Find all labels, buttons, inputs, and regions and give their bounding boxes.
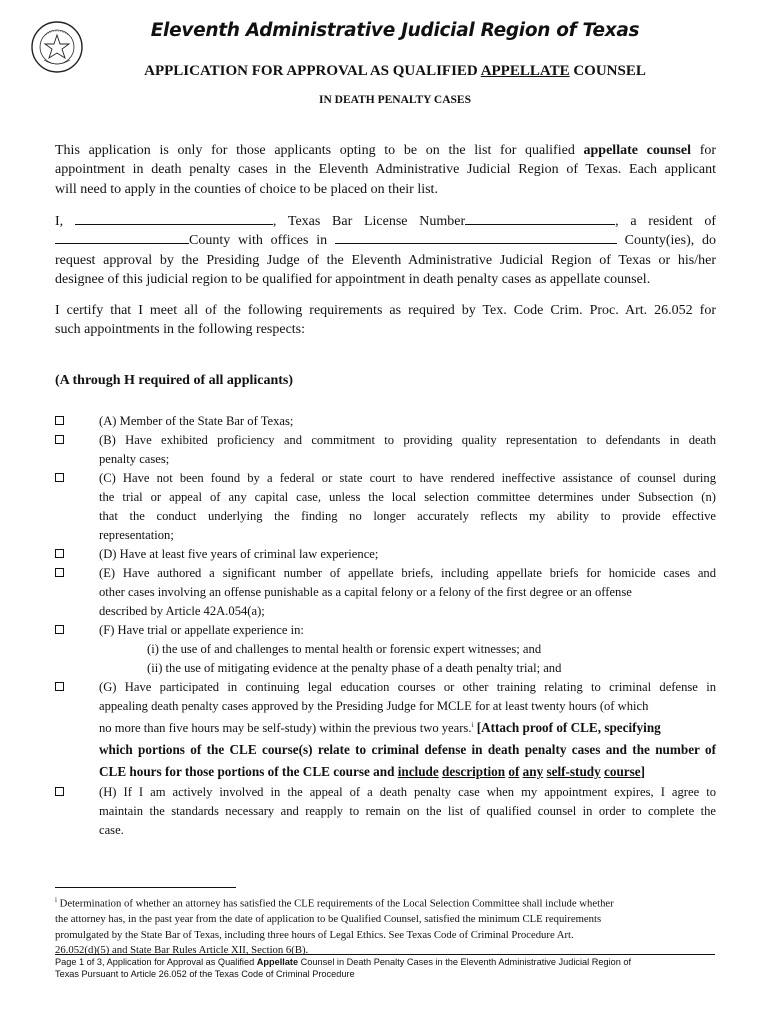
checkbox-e[interactable] bbox=[55, 568, 64, 577]
attestation-line: County with offices in County(ies), do bbox=[55, 231, 716, 250]
application-title-part: APPLICATION FOR APPROVAL AS QUALIFIED bbox=[144, 63, 481, 79]
region-title: Eleventh Administrative Judicial Region of Texas bbox=[150, 20, 640, 41]
resident-county-field[interactable] bbox=[55, 231, 189, 244]
footnote-divider bbox=[55, 887, 236, 888]
checkbox-b[interactable] bbox=[55, 435, 64, 444]
application-subtitle: IN DEATH PENALTY CASES bbox=[319, 94, 471, 106]
attestation-line: designee of this judicial region to be qualified for appointment in death penalty cases as appellate counsel. bbox=[55, 272, 651, 288]
requirement-e: (E) Have authored a significant number of appellate briefs, including appellate briefs for homicide cases and other cases involving an offense punishable as a capital felony or a felony of the first degree or an offense described by Article 42A.054(a); bbox=[55, 564, 716, 621]
intro-line: This application is only for those applicants opting to be on the list for qualified appellate counsel for bbox=[55, 143, 717, 158]
checkbox-f[interactable] bbox=[55, 625, 64, 634]
checkbox-a[interactable] bbox=[55, 416, 64, 425]
office-counties-field[interactable] bbox=[335, 231, 617, 244]
requirement-f: (F) Have trial or appellate experience in: (i) the use of and challenges to mental health or forensic expert witnesses; and (ii) the use of mitigating evidence at the penalty phase of a death penalty trial; and bbox=[55, 621, 716, 678]
bar-license-field[interactable] bbox=[465, 212, 615, 225]
requirement-c: (C) Have not been found by a federal or state court to have rendered ineffective assistance of counsel during the trial or appeal of any capital case, unless the local selection committee determines under Subsection (n) that the conduct underlying the finding no longer accurately reflects my ability to provide effective representation; bbox=[55, 469, 716, 545]
checkbox-g[interactable] bbox=[55, 682, 64, 691]
name-field[interactable] bbox=[75, 212, 273, 225]
requirements-list bbox=[55, 412, 716, 840]
requirements-heading: (A through H required of all applicants) bbox=[55, 373, 294, 388]
intro-line: will need to apply in the counties of choice to be placed on their list. bbox=[55, 181, 438, 197]
attestation-paragraph bbox=[55, 212, 716, 290]
checkbox-d[interactable] bbox=[55, 549, 64, 558]
application-title bbox=[20, 63, 770, 80]
requirement-h: (H) If I am actively involved in the appeal of a death penalty case when my appointment expires, I agree to maintain the standards necessary and reapply to remain on the list of qualified counsel in order to complete the case. bbox=[55, 783, 716, 840]
footer-divider bbox=[55, 954, 715, 955]
attestation-line: I, , Texas Bar License Number , a resident of bbox=[55, 214, 716, 229]
requirement-a: (A) Member of the State Bar of Texas; bbox=[55, 412, 716, 431]
checkbox-c[interactable] bbox=[55, 473, 64, 482]
intro-paragraph bbox=[55, 141, 716, 199]
certify-paragraph bbox=[55, 301, 716, 340]
application-title-part: COUNSEL bbox=[569, 63, 646, 79]
attestation-line: request approval by the Presiding Judge of the Eleventh Administrative Judicial Region of Texas or his/her bbox=[55, 252, 716, 268]
intro-line: appointment in death penalty cases in the Eleventh Administrative Judicial Region of Texas. Each applicant bbox=[55, 162, 716, 178]
footnote: $^i$ Determination of whether an attorney has satisfied the CLE requirements of the Local Selection Committee shall include whether the attorney has, in the past year from the date of application to be Qualified Counsel, satisfied the minimum CLE requirements promulgated by the State Bar of Texas, including three hours of Legal Ethics. See Texas Code of Criminal Procedure Art. 26.052(d)(5) and State Bar Rules Article XII, Section 6(B). bbox=[55, 896, 614, 957]
checkbox-h[interactable] bbox=[55, 787, 64, 796]
requirement-g: (G) Have participated in continuing legal education courses or other training relating to criminal defense in appealing death penalty cases approved by the Presiding Judge for MCLE for at least twenty hours (of which no more than five hours may be self-study) within the previous two years.$^i$ [Attach proof of CLE, specifying which portions of the CLE course(s) relate to criminal defense in death penalty cases and the number of CLE hours for those portions of the CLE course and include description of any self-study course] bbox=[55, 678, 716, 783]
certify-line: such appointments in the following respects: bbox=[55, 322, 306, 338]
certify-line: I certify that I meet all of the following requirements as required by Tex. Code Crim. Proc. Art. 26.052 for bbox=[55, 303, 716, 318]
application-title-underlined: APPELLATE bbox=[480, 63, 570, 79]
requirement-d: (D) Have at least five years of criminal law experience; bbox=[55, 545, 716, 564]
page-footer: Page 1 of 3, Application for Approval as Qualified Appellate Counsel in Death Penalty Cases in the Eleventh Administrative Judicial Region of Texas Pursuant to Article 26.052 of the Texas Code of Criminal Procedure bbox=[55, 957, 632, 979]
requirement-b: (B) Have exhibited proficiency and commitment to providing quality representation to defendants in death penalty cases; bbox=[55, 431, 716, 469]
